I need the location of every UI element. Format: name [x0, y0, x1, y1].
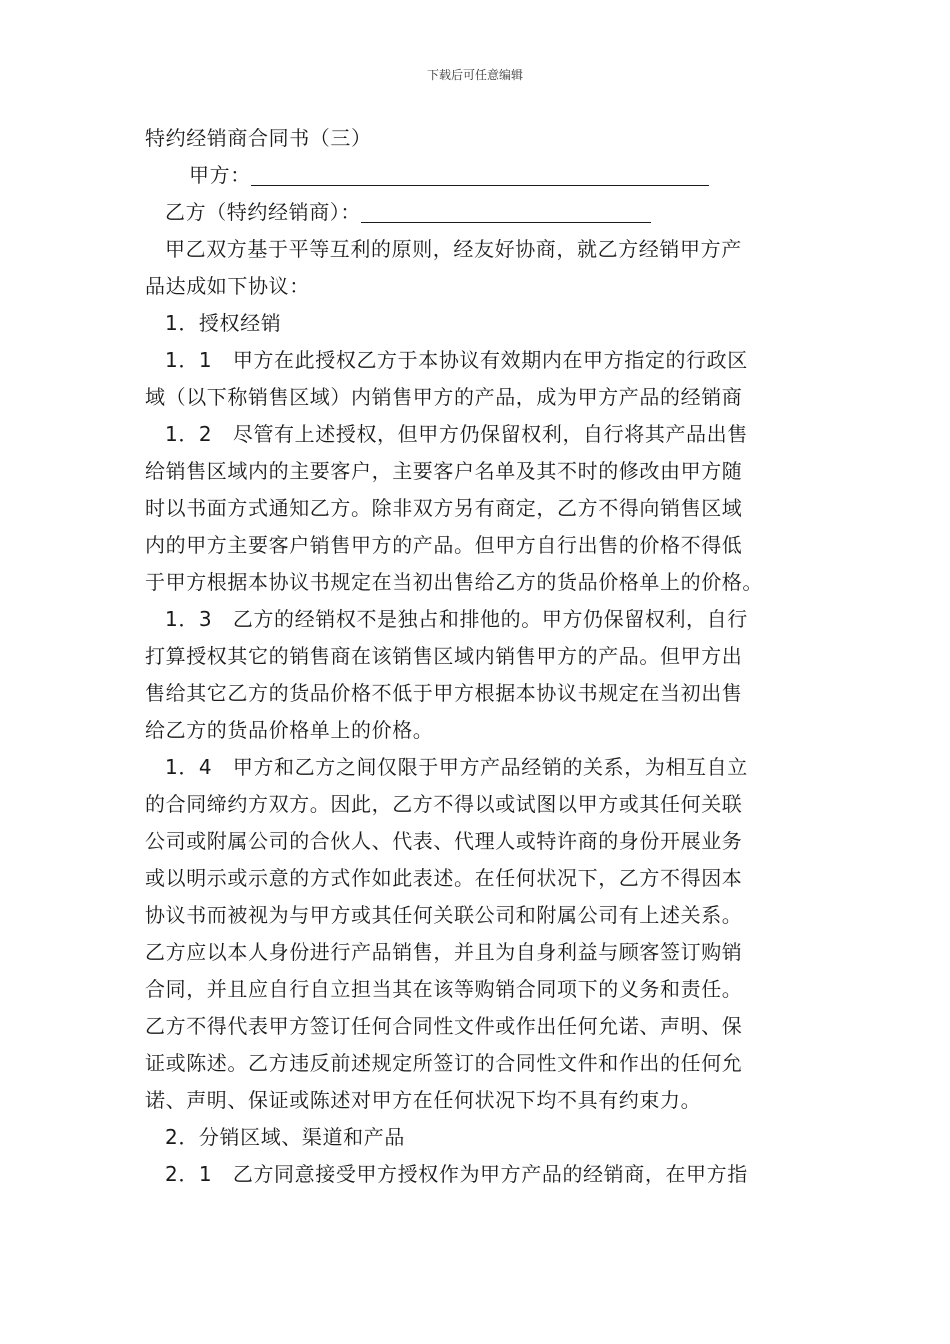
- clause-line: 证或陈述。乙方违反前述规定所签订的合同性文件和作出的任何允: [145, 1051, 743, 1075]
- party-a-row: [145, 157, 805, 194]
- party-a-blank[interactable]: [251, 159, 709, 186]
- clause-line: 打算授权其它的销售商在该销售区域内销售甲方的产品。但甲方出: [145, 644, 743, 668]
- clause-line: 域（以下称销售区域）内销售甲方的产品，成为甲方产品的经销商: [145, 385, 743, 409]
- clause-line: 1．2 尽管有上述授权，但甲方仍保留权利，自行将其产品出售: [165, 422, 748, 446]
- clause-line: 公司或附属公司的合伙人、代表、代理人或特许商的身份开展业务: [145, 829, 743, 853]
- clause-line: 乙方不得代表甲方签订任何合同性文件或作出任何允诺、声明、保: [145, 1014, 743, 1038]
- clause-line: 1．4 甲方和乙方之间仅限于甲方产品经销的关系，为相互自立: [165, 755, 748, 779]
- clause-line: 的合同缔约方双方。因此，乙方不得以或试图以甲方或其任何关联: [145, 792, 743, 816]
- party-b-blank[interactable]: [361, 196, 651, 223]
- paragraph-line: 品达成如下协议：: [145, 274, 310, 298]
- clause-line: 协议书而被视为与甲方或其任何关联公司和附属公司有上述关系。: [145, 903, 743, 927]
- section-heading: 1．授权经销: [165, 311, 282, 335]
- clause-line: 内的甲方主要客户销售甲方的产品。但甲方自行出售的价格不得低: [145, 533, 743, 557]
- clause-line: 2．1 乙方同意接受甲方授权作为甲方产品的经销商，在甲方指: [165, 1162, 748, 1186]
- clause-line: 1．1 甲方在此授权乙方于本协议有效期内在甲方指定的行政区: [165, 348, 748, 372]
- document-body: [145, 120, 805, 1193]
- section-heading: 2．分销区域、渠道和产品: [165, 1125, 405, 1149]
- party-a-label: 甲方：: [189, 163, 251, 187]
- clause-line: 诺、声明、保证或陈述对甲方在任何状况下均不具有约束力。: [145, 1088, 702, 1112]
- clause-line: 时以书面方式通知乙方。除非双方另有商定，乙方不得向销售区域: [145, 496, 743, 520]
- header-note: 下载后可任意编辑: [426, 68, 523, 82]
- party-b-row: [145, 194, 805, 231]
- clause-line: 给销售区域内的主要客户，主要客户名单及其不时的修改由甲方随: [145, 459, 743, 483]
- clause-line: 或以明示或示意的方式作如此表述。在任何状况下，乙方不得因本: [145, 866, 743, 890]
- clause-line: 给乙方的货品价格单上的价格。: [145, 718, 434, 742]
- paragraph-line: 甲乙双方基于平等互利的原则，经友好协商，就乙方经销甲方产: [165, 237, 742, 261]
- clause-line: 合同，并且应自行自立担当其在该等购销合同项下的义务和责任。: [145, 977, 743, 1001]
- clause-line: 乙方应以本人身份进行产品销售，并且为自身利益与顾客签订购销: [145, 940, 743, 964]
- clause-line: 售给其它乙方的货品价格不低于甲方根据本协议书规定在当初出售: [145, 681, 743, 705]
- clause-line: 1．3 乙方的经销权不是独占和排他的。甲方仍保留权利，自行: [165, 607, 748, 631]
- document-title: 特约经销商合同书（三）: [145, 126, 372, 150]
- party-b-label: 乙方（特约经销商）：: [165, 200, 361, 224]
- clause-line: 于甲方根据本协议书规定在当初出售给乙方的货品价格单上的价格。: [145, 570, 763, 594]
